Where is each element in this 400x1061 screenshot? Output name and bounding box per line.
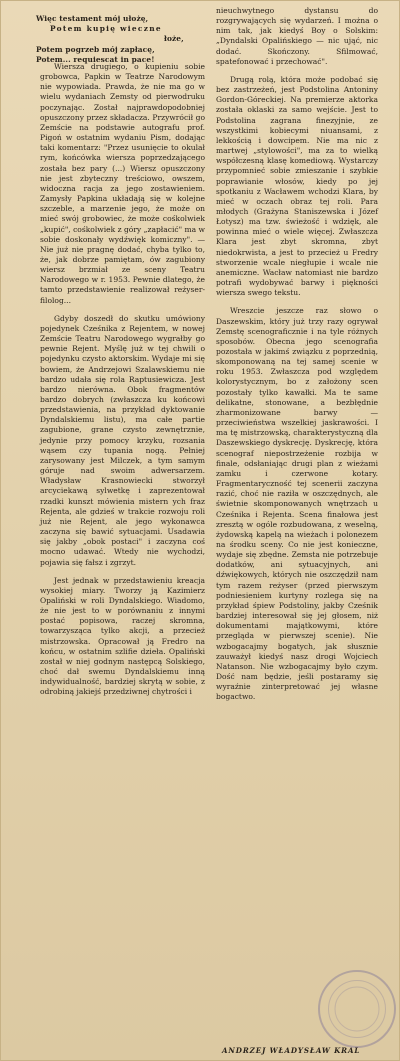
- library-stamp: [318, 970, 396, 1048]
- epigraph: [36, 14, 196, 65]
- article-paragraph: Wiersza drugiego, o kupieniu sobie grobowca, Papkin w Teatrze Narodowym nie wypowiada. Prawda, że nie ma go w wielu wydaniach Zemsty od pierwodruku poczynając. Został najprawdopodobniej opuszczony przez składacza. Przywrócił go Zemście na podstawie autografu prof. Pigoń w ostatnim wydaniu Pism, dodając taki komentarz: "Przez usunięcie to okulał rym, końcówka wiersza poprzedzającego została bez pary (...) Wiersz opuszczony nie jest zbyteczny treściowo, owszem, widoczna racja za jego zostawieniem. Zamysły Papkina układają się w kolejne szczeble, a marzenie jego, że może on mieć swój grobowiec, że może cośkolwiek „kupić", cośkolwiek z góry „zapłacić" ma w sobie doskonały wydźwięk komiczny". — Nie już nie pragnę dodać, chyba tylko to, że, jak dobrze pamiętam, ów zagubiony wiersz brzmiał ze sceny Teatru Narodowego w r. 1953. Pewnie dlatego, że tamto przedstawienie realizował reżyser-filolog...: [40, 62, 206, 305]
- epigraph-line: Potem pogrzeb mój zapłacę,: [36, 44, 155, 54]
- article-paragraph: Drugą rolą, która może podobać się bez zastrzeżeń, jest Podstolina Antoniny Gordon-Góreckiej. Na premierze aktorka została oklaski za samo wejście. Jest to Podstolina zagrana finezyjnie, ze wszystkimi kobiecymi niuansami, z lekkością i dowcipem. Nie ma nic z martwej „stylowości", ma za to wielką współczesną klasę komediową. Wystarczy przypomnieć sobie zmieszanie i szybkie poprawianie włosów, kiedy po jej spotkaniu z Wacławem wchodzi Klara, by mieć w oczach obraz tej roli. Para młodych (Grażyna Staniszewska i Józef Łotysz) ma tzw. świeżość i wdzięk, ale powinna mieć o wiele więcej. Zwłaszcza Klara jest zbyt skromna, zbyt niedokrwista, a jest to przecież u Fredry stworzenie wcale niegłupie i wcale nie anemiczne. Wacław natomiast nie bardzo potrafi wydobywać barwy i piękności wiersza swego tekstu.: [216, 74, 378, 298]
- author-signature: ANDRZEJ WŁADYSŁAW KRAL: [222, 1046, 361, 1055]
- stamp-ring-icon: [320, 972, 394, 1046]
- left-column: [40, 62, 205, 706]
- epigraph-line: Więc testament mój ułożę,: [36, 14, 149, 23]
- right-column: [216, 6, 378, 710]
- epigraph-line: Potem kupię wieczne: [50, 24, 162, 34]
- article-paragraph: Jest jednak w przedstawieniu kreacja wysokiej miary. Tworzy ją Kazimierz Opaliński w roli Dyndalskiego. Wiadomo, że nie jest to w porównaniu z innymi postać popisowa, raczej skromna, towarzysząca tylko akcji, a przecież mistrzowska. Opracował ją Fredro na końcu, w ostatnim szlifie dzieła. Opaliński został w niej godnym następcą Solskiego, choć dał swemu Dyndalskiemu inną indywidualność, bardziej skrytą w sobie, z odrobiną jakiejś przedziwnej chytrości i: [40, 575, 205, 697]
- article-paragraph: nieuchwytnego dystansu do rozgrywających się wydarzeń. I można o nim tak, jak kiedyś Boy o Solskim: „Dyndalski Opalińskiego — nic ująć, nic dodać. Skończony. Sfilmować, spatefonować i przechować".: [216, 6, 378, 66]
- epigraph-line: łoże,: [164, 34, 184, 44]
- article-paragraph: Wreszcie jeszcze raz słowo o Daszewskim, który już trzy razy ogrywał Zemstę scenograficznie i na tyle różnych sposobów. Obecna jego scenografia pozostała w jakimś związku z poprzednią, skomponowaną na tej samej scenie w roku 1953. Zwłaszcza pod względem kolorystycznym, bo z założony scen pozostały tylko kawałki. Ma te same delikatne, stonowane, a bezbłędnie zharmonizowane barwy — przeciwieństwa wszelkiej jaskrawości. I ma tę mistrzowską, charakterystyczną dla Daszewskiego dyskrecję. Dyskrecję, która scenograf niepostrzeżenie rozbija w finale, odsłaniając drugi plan z wieżami zamku i czerwone kotary. Fragmentaryczność tej scenerii zaczyna razić, choć nie raziła w oszczędnych, ale świetnie skomponowanych wnętrzach u Cześnika i Rejenta. Scena finałowa jest zresztą w ogóle rozbudowana, z weselną, żydowską kapelą na wieżach i polonezem na środku sceny. Co nie jest konieczne, wydaje się zbędne. Zemsta nie potrzebuje dodatków, ani sytuacyjnych, ani dźwiękowych, których nie oszczędził nam tym razem reżyser (przed pierwszym podniesieniem kurtyny rozlega się na przykład śpiew Podstoliny, jakby Cześnik bardziej interesował się jej głosem, niż dokumentami majątkowymi, które przegląda w pierwszej scenie). Nie wzbogacajmy bogatych, jak słusznie zauważył kiedyś nasz drogi Wojciech Natanson. Nie wzbogacajmy było czym. Dość nam będzie, jeśli postaramy się wyraźnie zinterpretować jej własne bogactwo.: [216, 306, 378, 702]
- epigraph-line: Potem... requiescat in pace!: [36, 54, 155, 64]
- article-paragraph: Gdyby doszedł do skutku umówiony pojedynek Cześnika z Rejentem, w nowej Zemście Teatru Narodowego wygrałby go pewnie Rejent. Myślę już w tej chwili o pojedynku czysto aktorskim. Wydaje mi się bowiem, że Andrzejowi Szalawskiemu nie bardzo udała się rola Raptusiewicza. Jest bardzo nierówna. Obok fragmentów bardzo dobrych (zwłaszcza ku końcowi przedstawienia, na przykład dyktowanie Dyndalskiemu listu), ma całe partie zagubione, grane czysto zewnętrznie, jedynie przy pomocy krzyku, rozsania wąsem czy tupania nogą. Pełniej zarysowany jest Milczek, a tym samym góruje nad swoim adwersarzem. Władysław Krasnowiecki stworzył arcyciekawą sylwetkę i zaprezentował rzadki kunszt mówienia mistern ych fraz Rejenta, ale gdzieś w trakcie rozwoju roli już nie Rejent, ale jego wykonawca zaczyna się bawić sytuacjami. Usadawia się jakby „obok postaci" i zaczyna coś mocno udawać. Wtedy nie wychodzi, pojawia się fałsz i zgrzyt.: [40, 313, 205, 567]
